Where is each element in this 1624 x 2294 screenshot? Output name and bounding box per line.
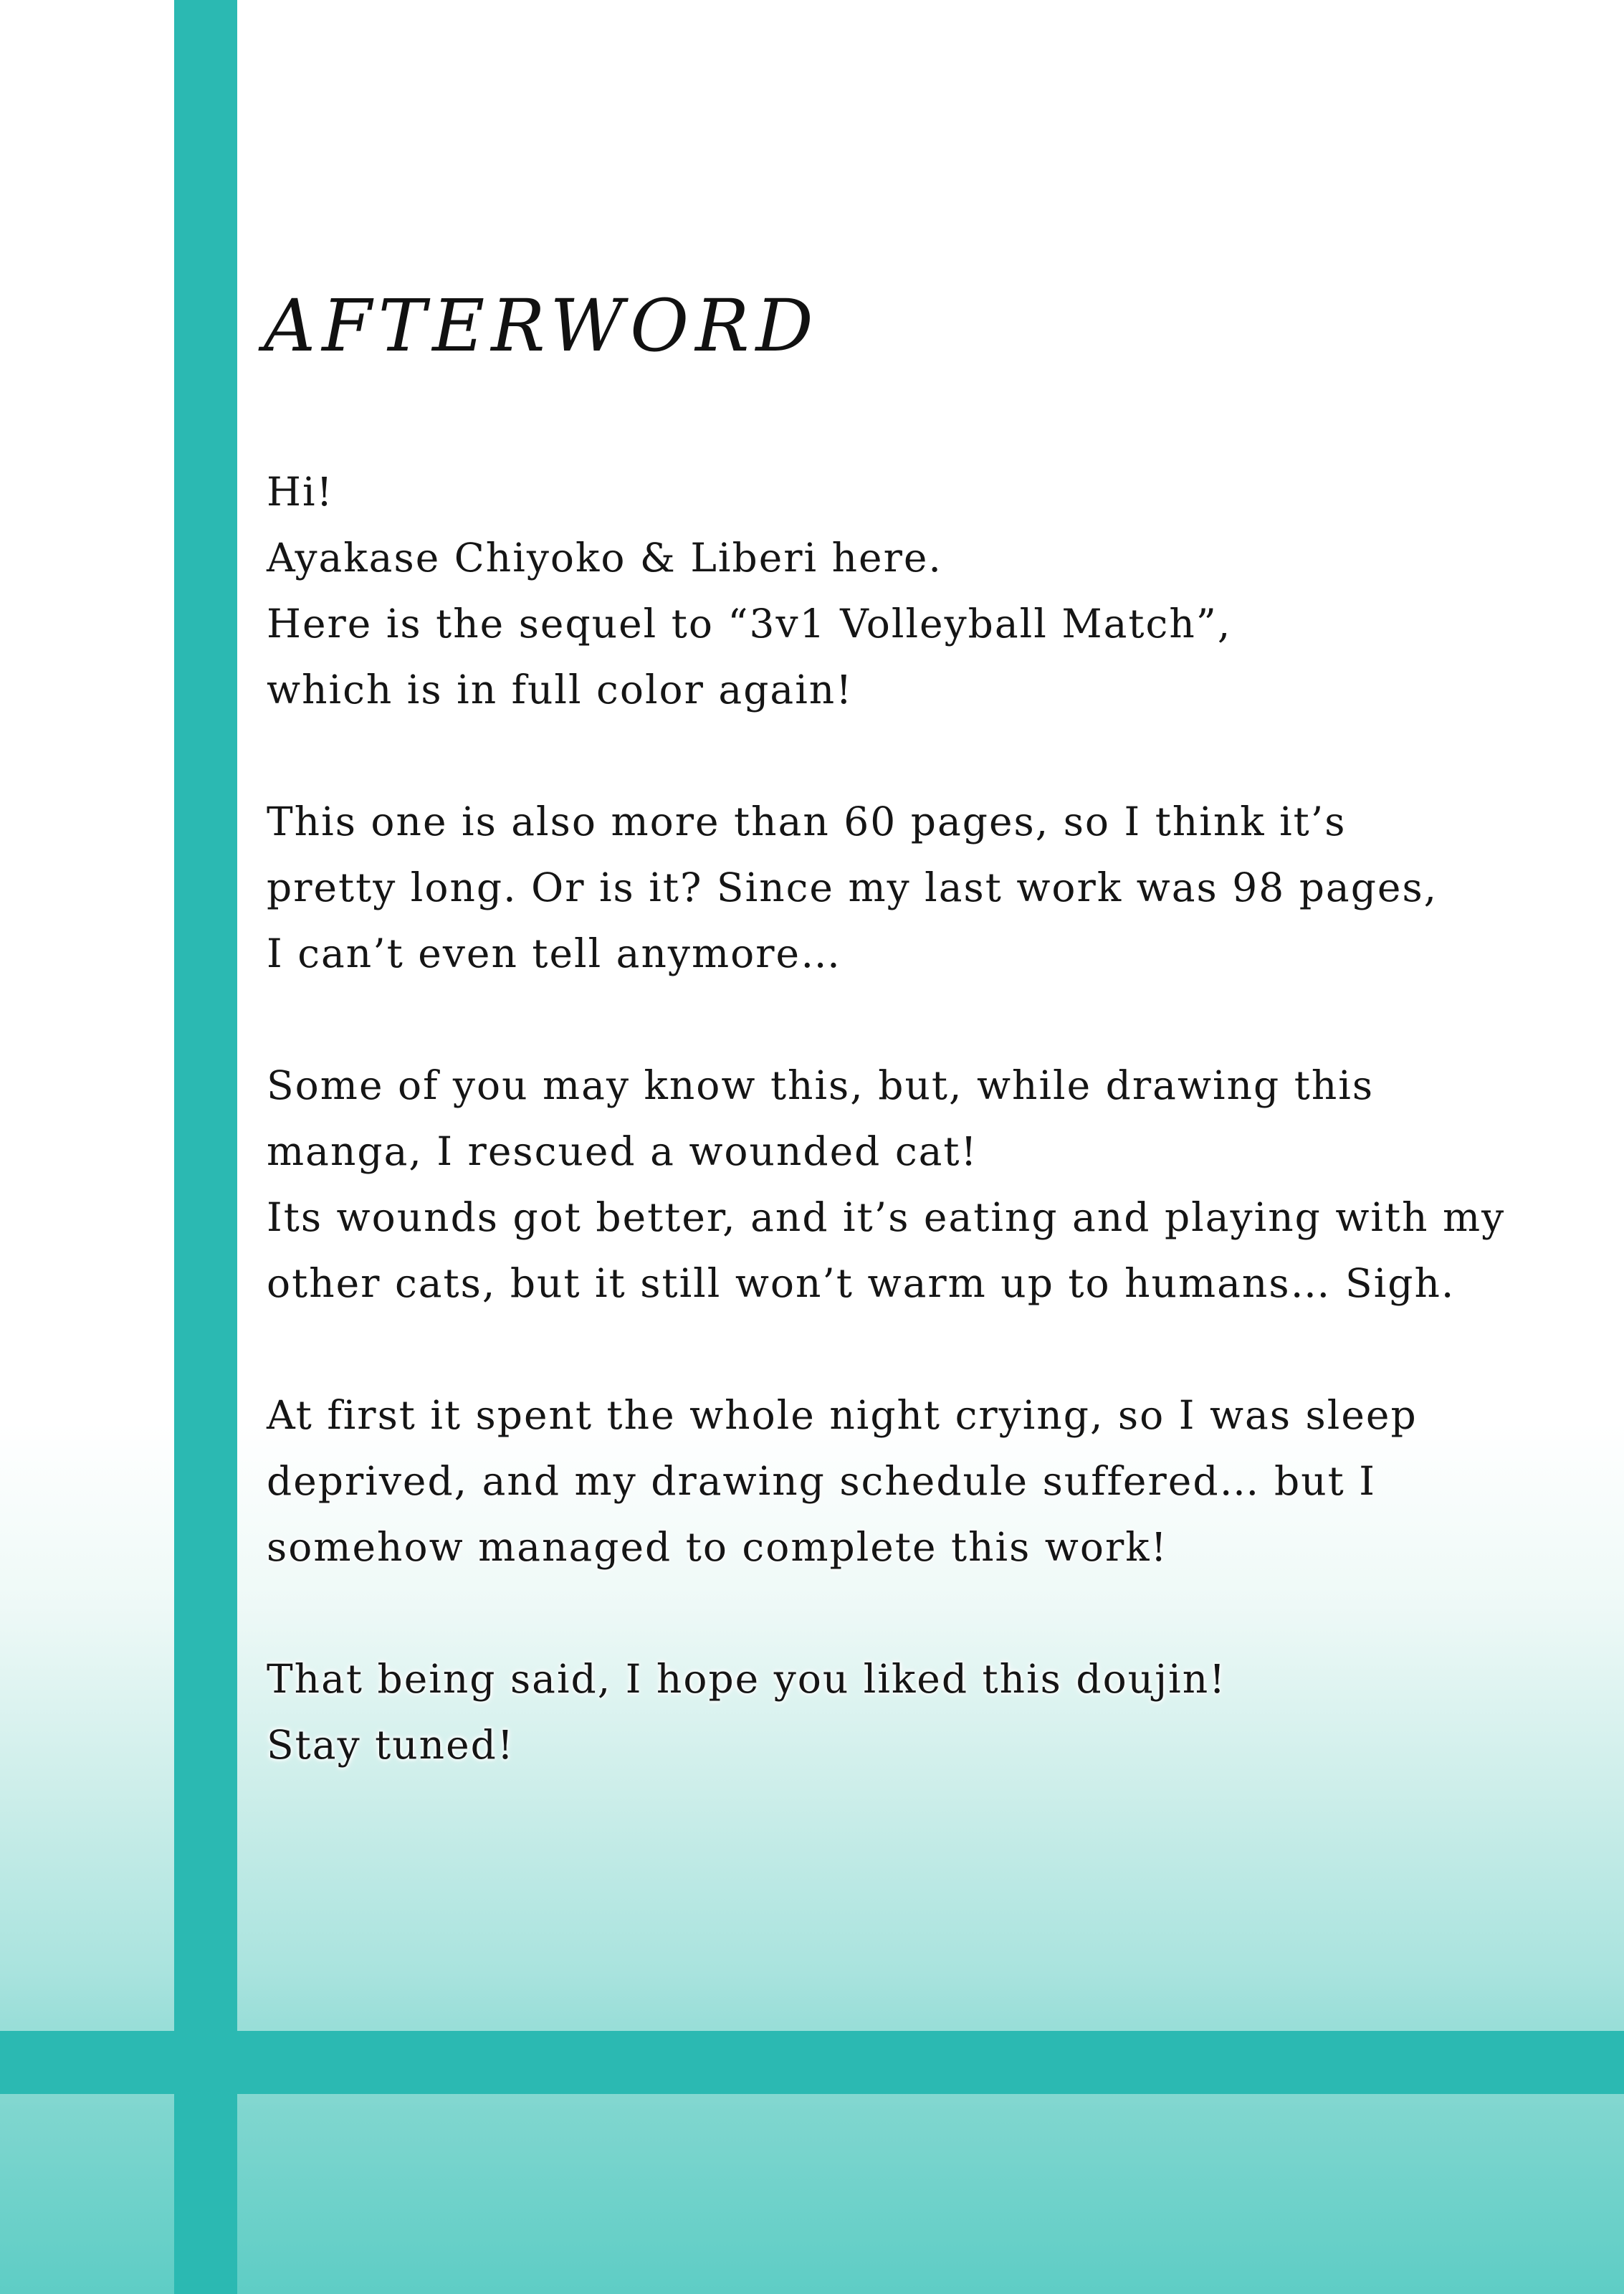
text-line: That being said, I hope you liked this doujin! (267, 1656, 1227, 1702)
text-line: deprived, and my drawing schedule suffered… but I (267, 1458, 1376, 1504)
text-line: which is in full color again! (267, 667, 854, 713)
text-line: other cats, but it still won’t warm up to humans… Sigh. (267, 1260, 1456, 1306)
text-line: Its wounds got better, and it’s eating and playing with my (267, 1194, 1506, 1240)
paragraph-sleep-deprived (267, 1382, 1600, 1580)
horizontal-teal-stripe (0, 2031, 1624, 2094)
text-line: pretty long. Or is it? Since my last work was 98 pages, (267, 865, 1438, 910)
text-line: This one is also more than 60 pages, so I think it’s (267, 799, 1347, 844)
text-line: somehow managed to complete this work! (267, 1524, 1168, 1570)
vertical-teal-stripe (174, 0, 237, 2294)
paragraph-greeting (267, 459, 1600, 723)
afterword-body (267, 459, 1600, 1778)
text-line: Some of you may know this, but, while drawing this (267, 1062, 1375, 1108)
page-title: AFTERWORD (264, 284, 820, 368)
paragraph-cat-rescue (267, 1052, 1600, 1316)
text-line: I can’t even tell anymore… (267, 931, 842, 976)
text-line: Ayakase Chiyoko & Liberi here. (267, 535, 942, 581)
text-line: At first it spent the whole night crying, so I was sleep (267, 1392, 1418, 1438)
text-line: manga, I rescued a wounded cat! (267, 1128, 978, 1174)
text-line: Here is the sequel to “3v1 Volleyball Match”, (267, 601, 1232, 647)
text-line: Stay tuned! (267, 1722, 515, 1768)
text-line: Hi! (267, 469, 334, 515)
paragraph-page-count (267, 789, 1600, 986)
paragraph-closing (267, 1646, 1600, 1778)
